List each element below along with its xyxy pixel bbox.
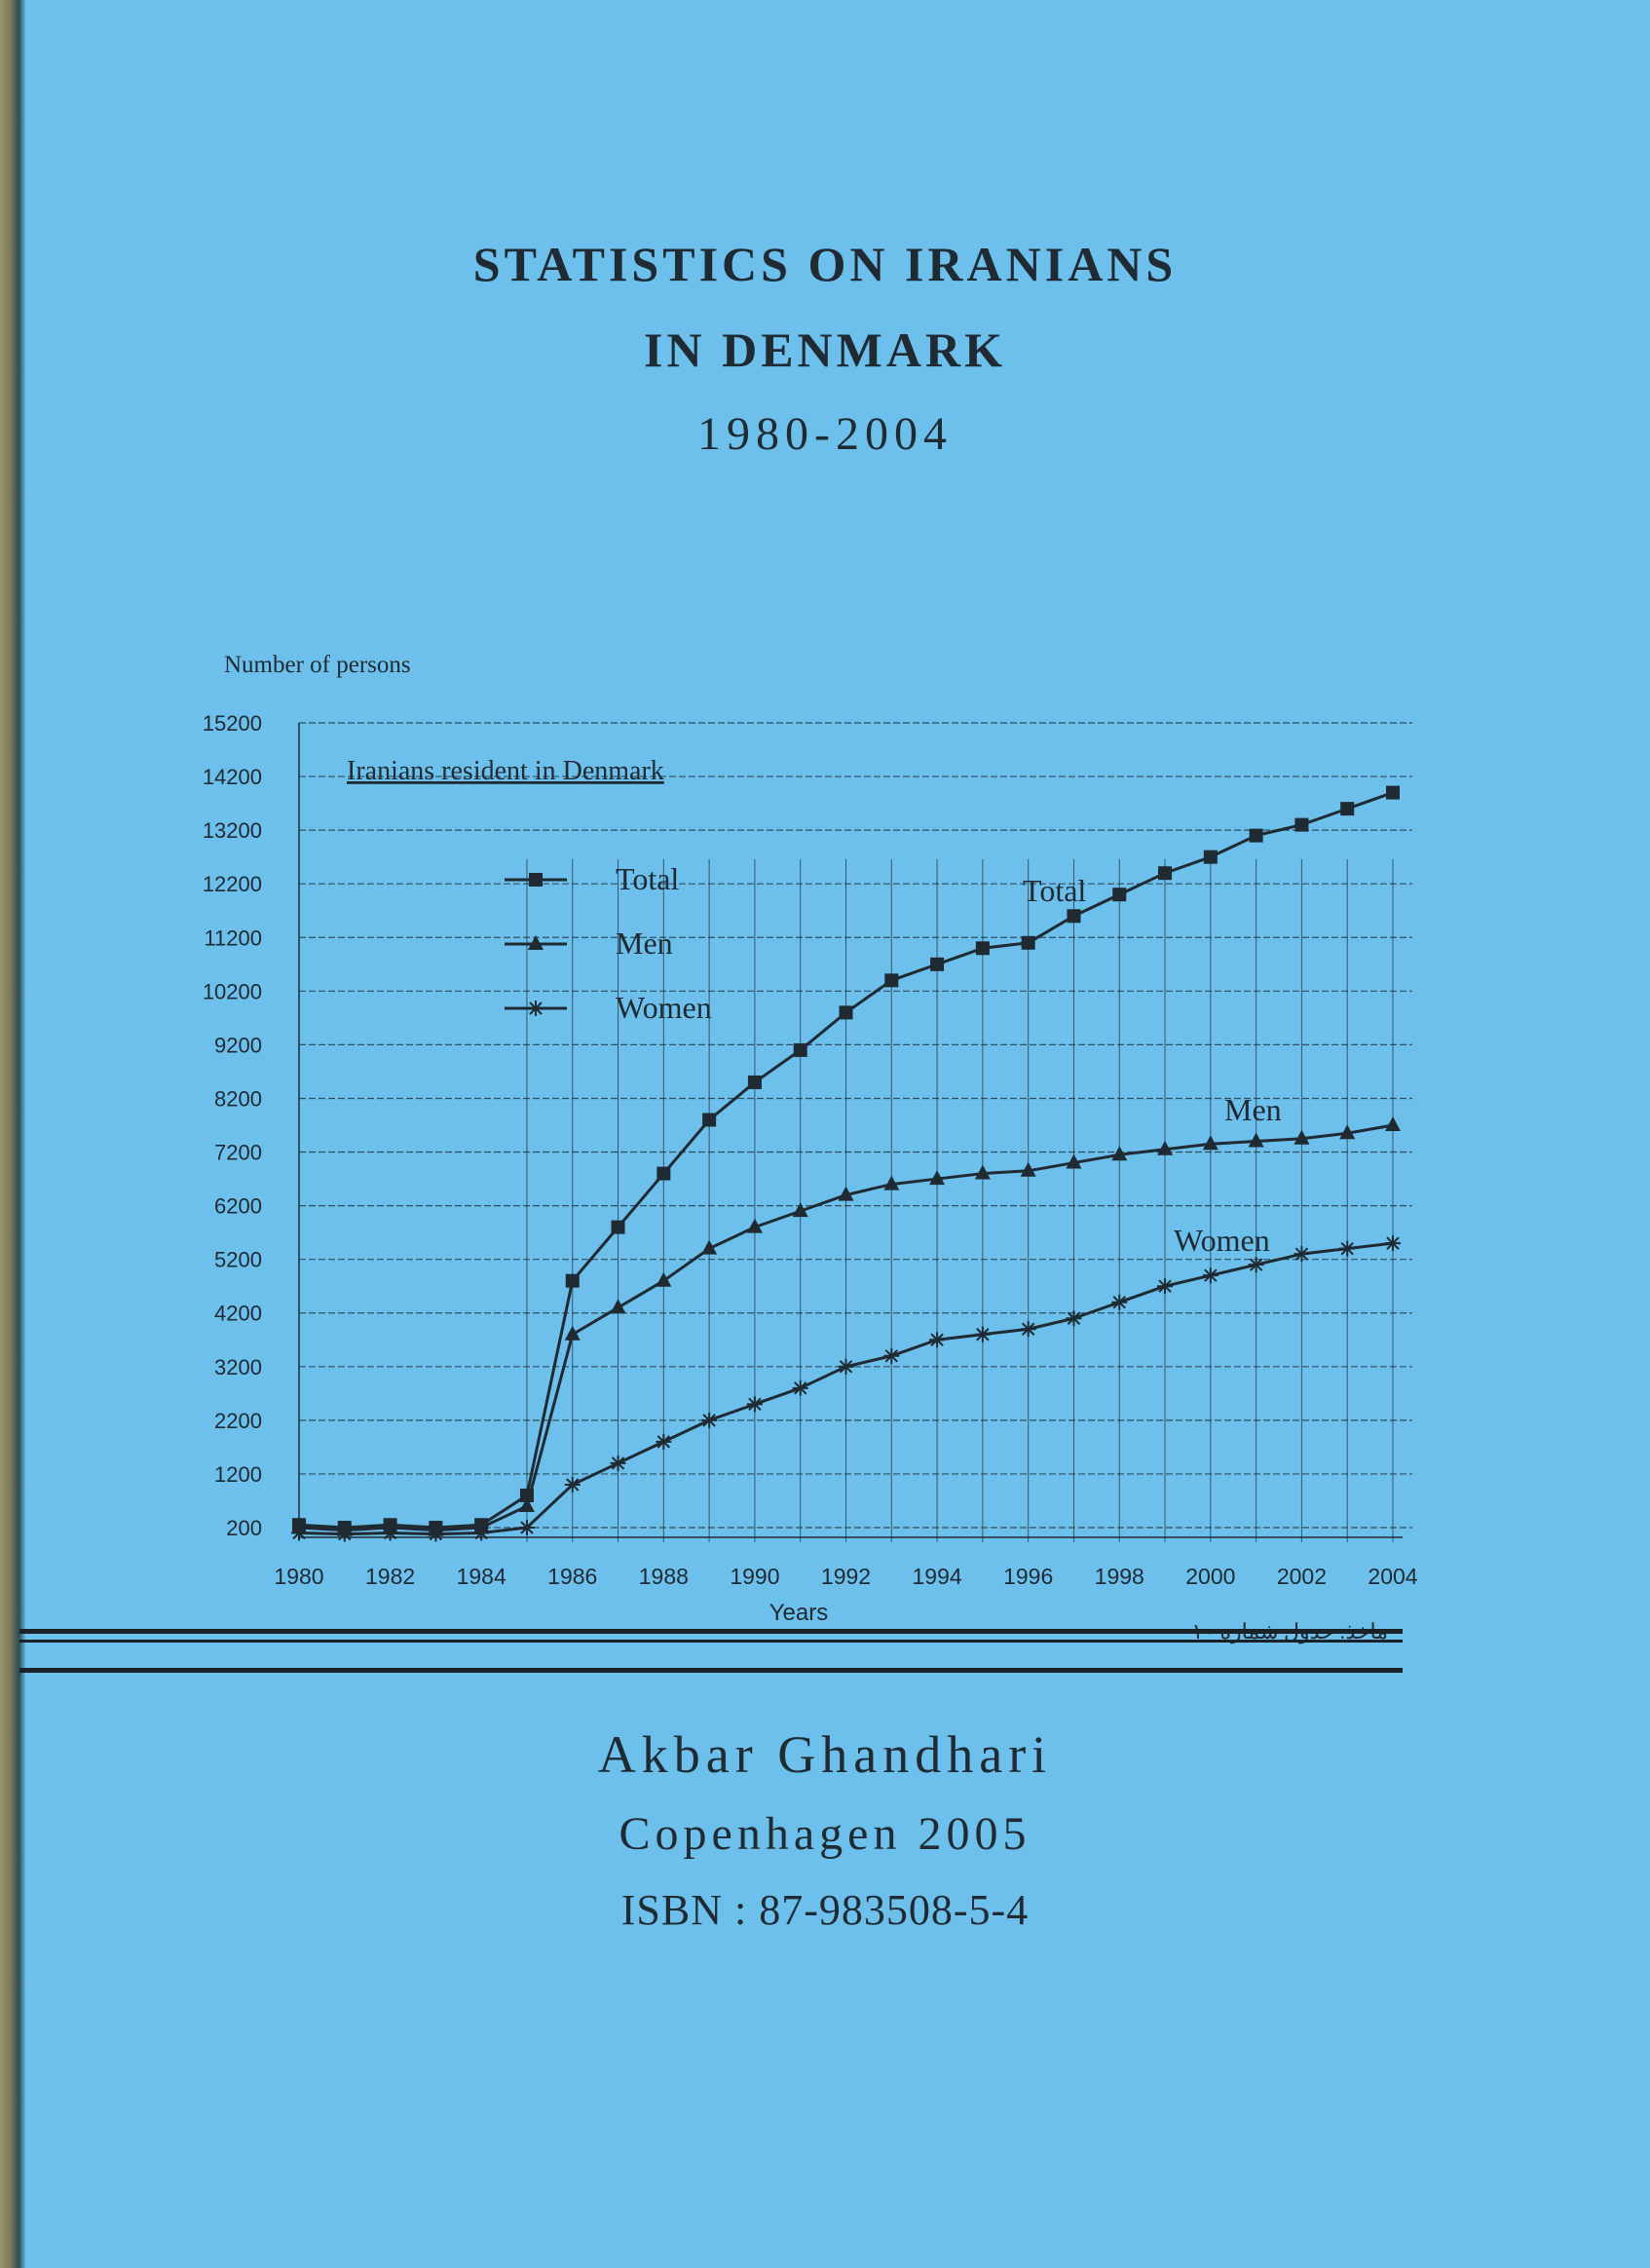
data-point-star <box>383 1526 398 1541</box>
data-point-star <box>975 1327 991 1342</box>
data-point-star <box>1203 1267 1219 1283</box>
x-tick-label: 1982 <box>364 1564 416 1589</box>
series-annotation-total: Total <box>1023 873 1087 908</box>
data-point-square <box>656 1167 670 1181</box>
data-point-square <box>1340 802 1354 815</box>
data-point-square <box>612 1221 625 1234</box>
x-tick-label: 1994 <box>912 1564 962 1589</box>
legend-label: Total <box>616 861 680 896</box>
data-point-star <box>428 1527 443 1542</box>
data-point-square <box>566 1274 580 1288</box>
legend-label: Women <box>616 990 712 1025</box>
data-point-star <box>656 1434 671 1450</box>
x-tick-label: 1984 <box>456 1564 506 1589</box>
y-tick-label: 13200 <box>202 818 262 844</box>
chart-grid <box>299 723 1412 1542</box>
data-point-star <box>1385 1235 1401 1251</box>
x-tick-label: 1990 <box>730 1564 780 1589</box>
data-point-square <box>1112 888 1126 901</box>
y-tick-label: 10200 <box>202 979 262 1004</box>
series-annotation-women: Women <box>1174 1223 1270 1258</box>
isbn-number: ISBN : 87-983508-5-4 <box>620 1886 1030 1934</box>
data-point-triangle <box>656 1272 671 1287</box>
x-tick-label: 1992 <box>820 1564 872 1589</box>
divider-line-middle <box>19 1640 1403 1643</box>
y-tick-label: 6200 <box>214 1193 262 1219</box>
y-tick-label: 14200 <box>202 765 262 790</box>
data-point-star <box>1249 1257 1264 1272</box>
data-point-square <box>748 1076 762 1089</box>
data-point-square <box>794 1043 807 1057</box>
data-point-square <box>1022 936 1035 950</box>
data-point-square <box>1386 786 1400 800</box>
data-point-triangle <box>1385 1116 1401 1131</box>
data-point-square <box>1250 829 1263 843</box>
data-point-star <box>337 1527 353 1542</box>
x-tick-label: 1998 <box>1094 1564 1144 1589</box>
series-annotation-men: Men <box>1224 1092 1282 1127</box>
cover-title-years: 1980-2004 <box>697 408 953 460</box>
y-tick-label: 11200 <box>204 926 262 951</box>
data-point-star <box>528 1001 544 1016</box>
y-tick-label: 200 <box>226 1516 262 1540</box>
y-tick-label: 9200 <box>214 1033 262 1058</box>
data-point-star <box>519 1520 535 1535</box>
divider-line-top <box>19 1629 1403 1634</box>
data-point-square <box>1204 850 1218 864</box>
data-point-square <box>1158 866 1172 880</box>
data-point-square <box>976 941 990 955</box>
legend-item-total <box>505 861 679 896</box>
data-point-square <box>702 1113 716 1126</box>
data-point-square <box>1294 818 1308 832</box>
x-tick-label: 2002 <box>1276 1564 1328 1589</box>
data-point-star <box>1111 1295 1127 1310</box>
legend-label: Men <box>616 926 673 961</box>
chart-labels <box>203 652 1418 1644</box>
y-axis-title: Number of persons <box>224 652 411 678</box>
data-point-star <box>1066 1310 1081 1326</box>
publication-place-year: Copenhagen 2005 <box>619 1808 1031 1860</box>
y-tick-label: 3200 <box>214 1354 262 1380</box>
data-point-star <box>611 1455 626 1471</box>
data-point-square <box>840 1005 853 1019</box>
x-tick-label: 1988 <box>638 1564 689 1589</box>
chart-legend <box>505 861 712 1025</box>
data-point-star <box>565 1477 581 1493</box>
y-tick-label: 7200 <box>214 1140 262 1165</box>
y-tick-label: 12200 <box>202 872 262 897</box>
data-point-star <box>929 1332 945 1347</box>
chart-title: Iranians resident in Denmark <box>347 756 664 786</box>
data-point-star <box>883 1348 899 1364</box>
data-point-triangle <box>565 1326 581 1341</box>
data-point-star <box>747 1396 763 1412</box>
data-point-square <box>930 958 944 971</box>
y-tick-label: 2200 <box>214 1408 262 1433</box>
legend-item-women <box>505 990 712 1025</box>
data-point-star <box>1021 1321 1036 1337</box>
x-tick-label: 1996 <box>1003 1564 1054 1589</box>
data-point-square <box>1067 909 1080 923</box>
data-point-star <box>291 1526 307 1541</box>
data-point-star <box>473 1526 489 1541</box>
cover-title-line-2: IN DENMARK <box>644 322 1006 377</box>
legend-item-men <box>505 926 673 961</box>
author-name: Akbar Ghandhari <box>597 1725 1053 1784</box>
data-point-star <box>1294 1246 1309 1262</box>
x-tick-label: 1986 <box>547 1564 598 1589</box>
x-tick-label: 1980 <box>274 1564 324 1589</box>
data-point-star <box>839 1359 854 1375</box>
data-point-star <box>793 1380 808 1396</box>
y-tick-label: 4200 <box>214 1301 262 1326</box>
y-tick-label: 1200 <box>214 1461 262 1487</box>
x-axis-title: Years <box>769 1600 829 1626</box>
data-point-star <box>1157 1278 1173 1294</box>
cover-title-line-1: STATISTICS ON IRANIANS <box>472 237 1178 291</box>
data-point-square <box>529 873 543 887</box>
data-point-square <box>884 973 898 987</box>
y-tick-label: 5200 <box>214 1247 262 1272</box>
y-tick-label: 15200 <box>202 711 262 736</box>
data-point-triangle <box>611 1299 626 1313</box>
y-tick-label: 8200 <box>214 1086 262 1112</box>
divider-line-bottom <box>19 1668 1403 1673</box>
x-tick-label: 2004 <box>1368 1564 1418 1589</box>
x-tick-label: 2000 <box>1185 1564 1236 1589</box>
data-point-star <box>1339 1241 1355 1257</box>
data-point-star <box>701 1413 717 1428</box>
